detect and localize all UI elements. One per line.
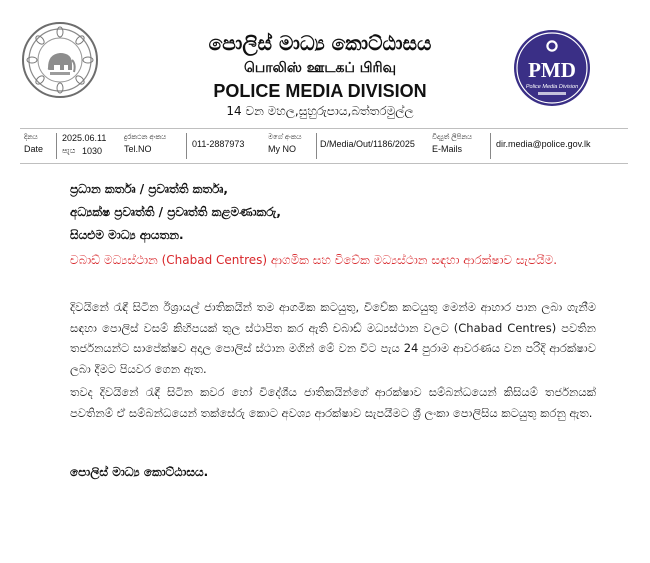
addressee-line: අධ්‍යක්ෂ ප්‍රවෘත්ති / ප්‍රවෘත්ති කළමණාකරු, xyxy=(70,205,281,219)
title-english: POLICE MEDIA DIVISION xyxy=(213,81,427,101)
time-label: පැය xyxy=(62,146,76,155)
meta-divider xyxy=(316,133,317,159)
my-no-value: D/Media/Out/1186/2025 xyxy=(320,139,415,149)
my-no-label: මගේ අංකය My NO xyxy=(268,134,302,154)
letterhead-title xyxy=(150,30,490,119)
meta-divider xyxy=(56,133,57,159)
pmd-logo-text: PMD xyxy=(528,58,576,82)
meta-divider xyxy=(490,133,491,159)
meta-divider xyxy=(186,133,187,159)
letter-meta-row xyxy=(20,128,628,164)
letter-signature: පොලිස් මාධ්‍ය කොට්ඨාසය. xyxy=(70,465,209,479)
letter-subject: චබාඩ් මධ්‍යස්ථාන (Chabad Centres) ආගමික සහ විවේක මධ්‍යස්ථාන සඳහා ආරක්ෂාව සැපයීම. xyxy=(70,253,558,267)
date-value: 2025.06.11 xyxy=(62,133,107,143)
letterhead-address: 14 වන මහල,සුහුරුපාය,බත්තරමුල්ල xyxy=(226,104,414,118)
body-paragraph-1: දිවයිනේ රැඳී සිටින ඊශ්‍රායල් ජාතිකයින් තම ආගමික කටයුතු, විවේක කටයුතු මෙන්ම ආහාර පාන ලබා ගැනීම සඳහා පොලිස් වසම් කිහිපයක් තුල ස්ථාපිත කර ඇති චබාඩ් මධ්‍යස්ථාන වලට (Chabad Centres) පවතින තර්ජනයන්ට සාපේක්ෂව අදාල පොලිස් ස්ථාන මගින් මේ වන විට පැය 24 පුරාම ආවරණය වන පරිදි ආරක්ෂාව ලබා දීමට පියවර ගෙන ඇත. xyxy=(70,300,596,376)
email-value: dir.media@police.gov.lk xyxy=(496,139,591,149)
title-tamil: பொலிஸ் ஊடகப் பிரிவு xyxy=(243,60,397,76)
pmd-logo-subtext: Police Media Division xyxy=(525,84,579,90)
time-value: 1030 xyxy=(82,146,103,156)
addressee-line: ප්‍රධාන කර්තෘ / ප්‍රවෘත්ති කර්තෘ, xyxy=(70,182,228,196)
addressee-line: සියළුම මාධ්‍ය ආයතන. xyxy=(70,228,184,242)
email-label: විද්‍යුත් ලිපිනය E-Mails xyxy=(432,134,473,154)
pmd-logo xyxy=(512,28,592,108)
tel-label: දුරකථන අංකය Tel.NO xyxy=(124,134,167,154)
police-crest-logo xyxy=(20,20,100,100)
tel-value: 011-2887973 xyxy=(192,139,245,149)
date-label: දිනය Date xyxy=(24,134,44,154)
body-paragraph-2: තවද දිවයිනේ රැඳී සිටින කවර හෝ විදේශීය ජාතිකයින්ගේ ආරක්ෂාව සම්බන්ධයෙන් කිසියම් තර්ජනයක් පවතිනම් ඒ සම්බන්ධයෙන් තක්සේරු කොට අවශ්‍ය ආරක්ෂාව සැපයීමට ශ්‍රී ලංකා පොලිසිය කටයුතු කරනු ඇත. xyxy=(70,385,596,420)
addressee-block xyxy=(70,178,590,247)
title-sinhala: පොලිස් මාධ්‍ය කොට්ඨාසය xyxy=(208,31,432,55)
